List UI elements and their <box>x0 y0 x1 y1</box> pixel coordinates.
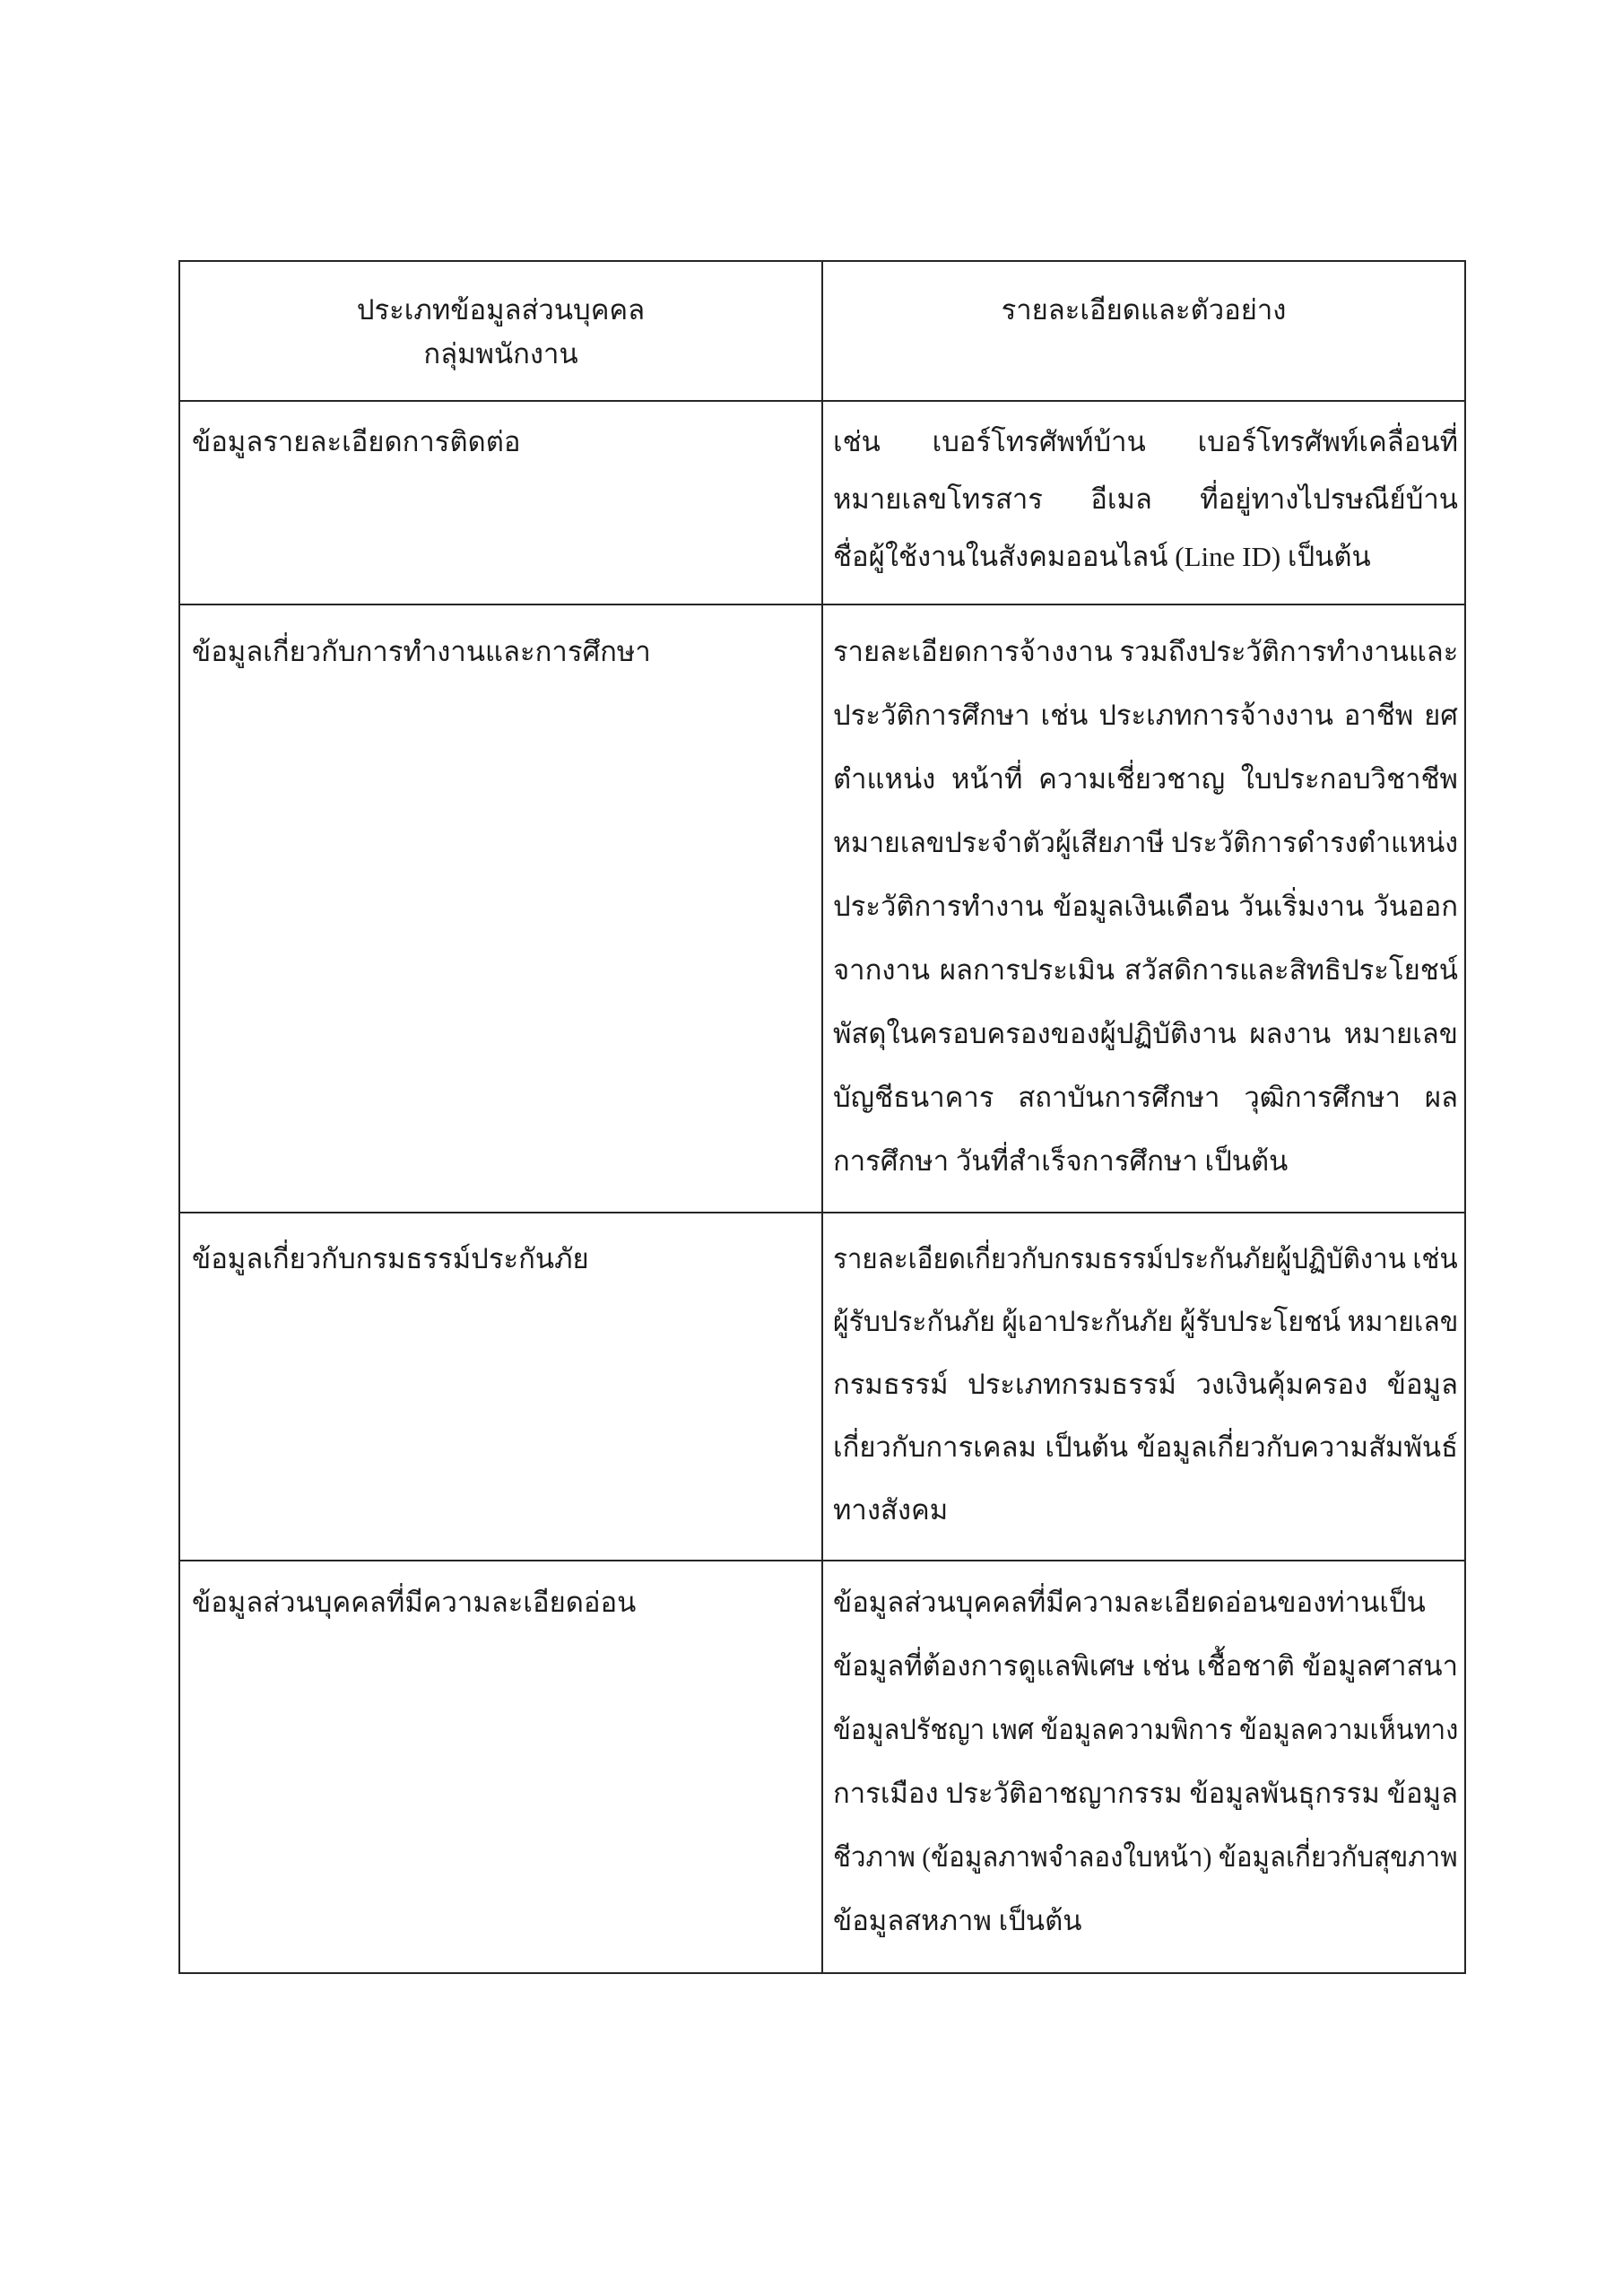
detail-line: ข้อมูลส่วนบุคคลที่มีความละเอียดอ่อนของท่านเป็น <box>833 1587 1426 1618</box>
table-row <box>179 1561 1465 1973</box>
detail-line: รายละเอียดเกี่ยวกับกรมธรรม์ประกันภัยผู้ปฏิบัติงาน เช่น <box>833 1243 1458 1274</box>
category-cell <box>179 604 822 1213</box>
detail-line: ผู้รับประกันภัย ผู้เอาประกันภัย ผู้รับประโยชน์ หมายเลข <box>833 1306 1459 1337</box>
category-cell <box>179 1213 822 1561</box>
detail-line: เกี่ยวกับการเคลม เป็นต้น ข้อมูลเกี่ยวกับความสัมพันธ์ <box>833 1431 1458 1463</box>
header-category-cell <box>179 261 822 401</box>
table-row <box>179 401 1465 604</box>
table-row <box>179 1213 1465 1561</box>
table-header-row <box>179 261 1465 401</box>
detail-line: การเมือง ประวัติอาชญากรรม ข้อมูลพันธุกรรม ข้อมูล <box>833 1778 1458 1809</box>
detail-line: ข้อมูลที่ต้องการดูแลพิเศษ เช่น เชื้อชาติ ข้อมูลศาสนา <box>833 1650 1458 1682</box>
table-row <box>179 604 1465 1213</box>
category-label: ข้อมูลเกี่ยวกับการทำงานและการศึกษา <box>192 636 651 667</box>
detail-line: ตำแหน่ง หน้าที่ ความเชี่ยวชาญ ใบประกอบวิชาชีพ <box>833 763 1458 795</box>
detail-line: ประวัติการทำงาน ข้อมูลเงินเดือน วันเริ่มงาน วันออก <box>833 891 1458 922</box>
detail-line: หมายเลขประจำตัวผู้เสียภาษี ประวัติการดำรงตำแหน่ง <box>833 827 1459 858</box>
category-label: ข้อมูลส่วนบุคคลที่มีความละเอียดอ่อน <box>192 1587 637 1618</box>
detail-cell <box>822 1561 1465 1973</box>
personal-data-table <box>178 260 1466 1974</box>
category-cell <box>179 1561 822 1973</box>
detail-cell <box>822 1213 1465 1561</box>
detail-line: เช่น เบอร์โทรศัพท์บ้าน เบอร์โทรศัพท์เคลื่อนที่ <box>833 426 1458 457</box>
detail-cell <box>822 401 1465 604</box>
detail-line: ชื่อผู้ใช้งานในสังคมออนไลน์ (Line ID) เป็นต้น <box>833 541 1371 572</box>
header-category-line: ประเภทข้อมูลส่วนบุคคล <box>356 294 646 326</box>
header-detail-label: รายละเอียดและตัวอย่าง <box>1001 294 1287 326</box>
category-cell <box>179 401 822 604</box>
detail-line: ชีวภาพ (ข้อมูลภาพจำลองใบหน้า) ข้อมูลเกี่ยวกับสุขภาพ <box>833 1841 1458 1873</box>
header-category-line: กลุ่มพนักงาน <box>423 338 578 370</box>
category-label: ข้อมูลรายละเอียดการติดต่อ <box>192 426 521 457</box>
detail-line: การศึกษา วันที่สำเร็จการศึกษา เป็นต้น <box>833 1145 1289 1177</box>
detail-line: ข้อมูลปรัชญา เพศ ข้อมูลความพิการ ข้อมูลความเห็นทาง <box>833 1714 1459 1745</box>
category-label: ข้อมูลเกี่ยวกับกรมธรรม์ประกันภัย <box>192 1243 589 1274</box>
detail-line: รายละเอียดการจ้างงาน รวมถึงประวัติการทำงานและ <box>833 636 1459 667</box>
header-detail-cell <box>822 261 1465 401</box>
detail-line: จากงาน ผลการประเมิน สวัสดิการและสิทธิประโยชน์ <box>833 954 1458 986</box>
detail-line: ทางสังคม <box>833 1494 949 1526</box>
detail-line: กรมธรรม์ ประเภทกรมธรรม์ วงเงินคุ้มครอง ข้อมูล <box>833 1369 1458 1400</box>
detail-line: หมายเลขโทรสาร อีเมล ที่อยู่ทางไปรษณีย์บ้าน <box>833 483 1458 515</box>
detail-line: พัสดุในครอบครองของผู้ปฏิบัติงาน ผลงาน หมายเลข <box>833 1018 1458 1049</box>
detail-line: ประวัติการศึกษา เช่น ประเภทการจ้างงาน อาชีพ ยศ <box>833 700 1458 731</box>
detail-line: บัญชีธนาคาร สถาบันการศึกษา วุฒิการศึกษา ผล <box>833 1082 1458 1113</box>
detail-cell <box>822 604 1465 1213</box>
detail-line: ข้อมูลสหภาพ เป็นต้น <box>833 1905 1082 1936</box>
